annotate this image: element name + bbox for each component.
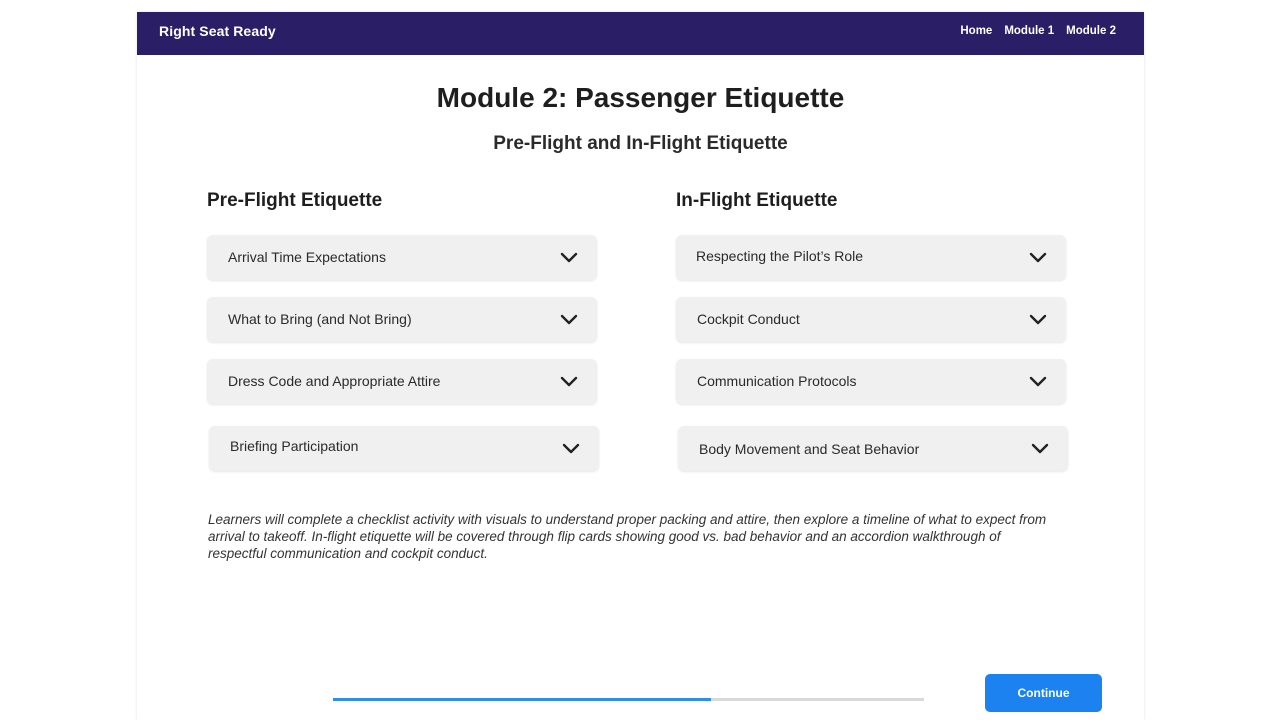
accordion-communication-protocols[interactable] [676,359,1066,404]
chevron-down-icon [561,439,581,459]
accordion-body-movement[interactable] [678,426,1068,471]
chevron-down-icon [559,310,579,330]
chevron-down-icon [1028,248,1048,268]
accordion-what-to-bring[interactable] [207,297,597,342]
accordion-label: Arrival Time Expectations [228,249,386,265]
page-subtitle: Pre-Flight and In-Flight Etiquette [493,133,788,154]
chevron-down-icon [1030,439,1050,459]
brand-title: Right Seat Ready [159,23,276,39]
accordion-label: What to Bring (and Not Bring) [228,311,412,327]
continue-button[interactable]: Continue [985,674,1102,712]
progress-fill [333,698,711,701]
page-title: Module 2: Passenger Etiquette [436,82,845,113]
accordion-label: Body Movement and Seat Behavior [699,441,920,457]
chevron-down-icon [1028,372,1048,392]
pre-flight-heading: Pre-Flight Etiquette [207,190,383,211]
accordion-briefing-participation[interactable] [209,426,599,471]
accordion-dress-code[interactable] [207,359,597,404]
accordion-label: Dress Code and Appropriate Attire [228,373,441,389]
nav-link-module-2[interactable]: Module 2 [1066,25,1116,37]
nav-link-home[interactable]: Home [960,25,993,37]
accordion-label: Respecting the Pilot’s Role [696,248,864,264]
accordion-label: Briefing Participation [230,438,359,454]
chevron-down-icon [559,248,579,268]
accordion-label: Communication Protocols [697,373,857,389]
accordion-respecting-pilot[interactable] [676,235,1066,280]
accordion-arrival-time[interactable] [207,235,597,280]
module-description: Learners will complete a checklist activity with visuals to understand proper packing and attire, then explore a timeline of what to expect from arrival to takeoff. In-flight etiquette will be covered through flip cards showing good vs. bad behavior and an accordion walkthrough of respectful communication and cockpit conduct. [208,512,1047,561]
nav-links [960,23,1116,39]
progress-bar [333,698,924,701]
accordion-label: Cockpit Conduct [697,311,800,327]
chevron-down-icon [1028,310,1048,330]
course-frame [137,12,1144,720]
accordion-cockpit-conduct[interactable] [676,297,1066,342]
in-flight-heading: In-Flight Etiquette [676,190,838,211]
top-navbar [137,12,1144,55]
nav-link-module-1[interactable]: Module 1 [1004,25,1055,37]
chevron-down-icon [559,372,579,392]
